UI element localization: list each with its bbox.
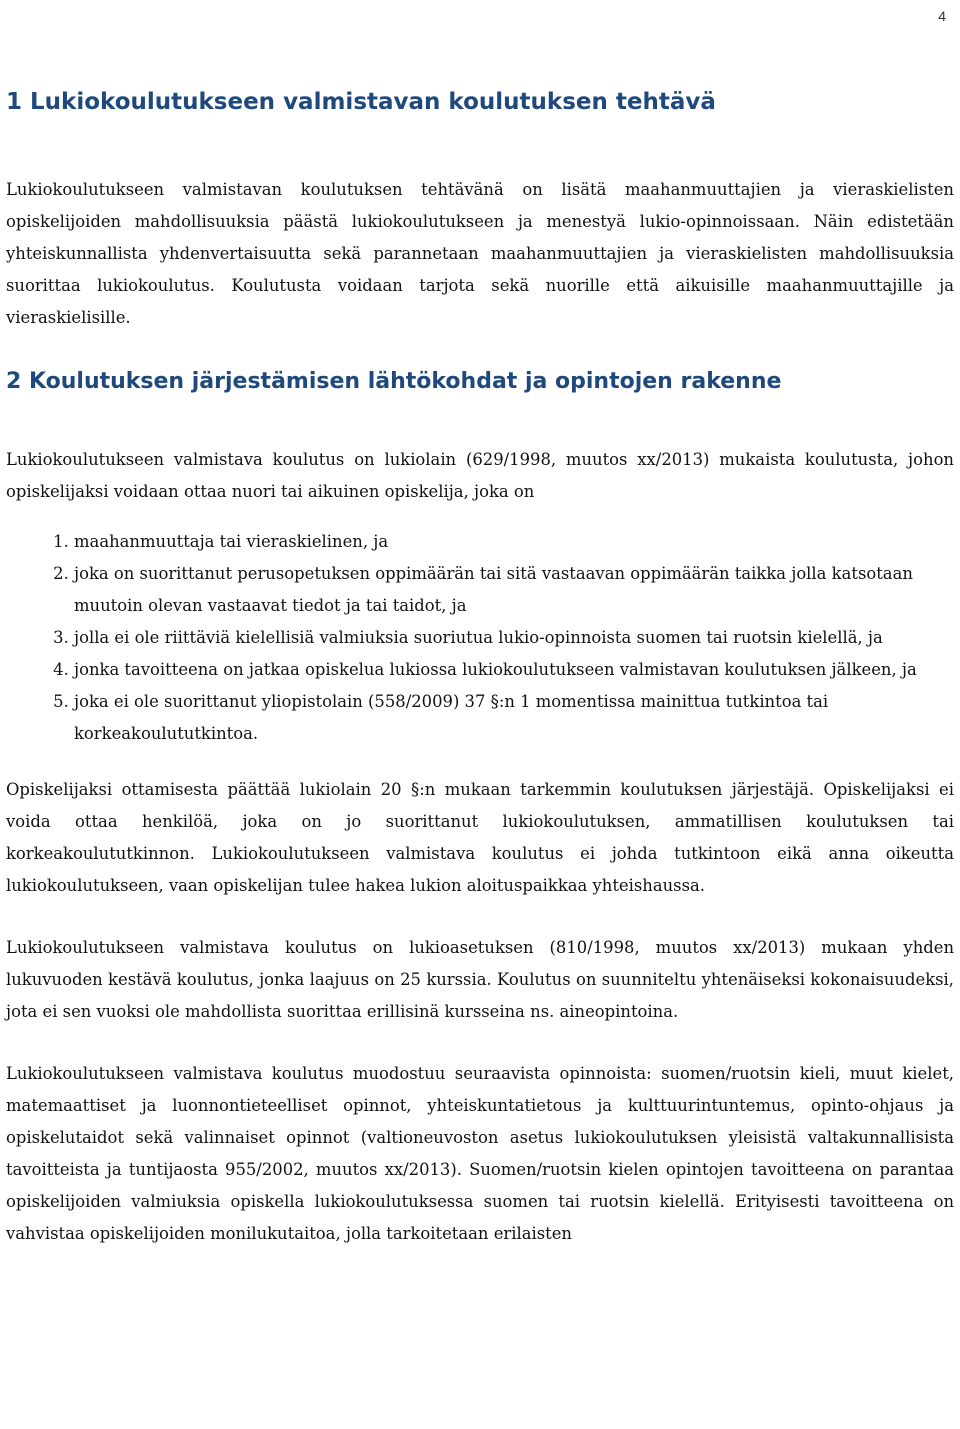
- page-number: 4: [938, 8, 946, 24]
- list-item: 1. maahanmuuttaja tai vieraskielinen, ja: [74, 526, 954, 558]
- section-2-intro: Lukiokoulutukseen valmistava koulutus on lukiolain (629/1998, muutos xx/2013) mukaista koulutusta, johon opiskelijaksi voidaan ottaa nuori tai aikuinen opiskelija, joka on: [6, 450, 954, 502]
- list-item: 4. jonka tavoitteena on jatkaa opiskelua lukiossa lukiokoulutukseen valmistavan koulutuksen jälkeen, ja: [74, 654, 954, 686]
- document-body: [6, 88, 954, 1250]
- list-item: 5. joka ei ole suorittanut yliopistolain (558/2009) 37 §:n 1 momentissa mainittua tutkintoa tai korkeakoulututkintoa.: [74, 686, 954, 750]
- section-1-heading: 1 Lukiokoulutukseen valmistavan koulutuksen tehtävä: [6, 89, 716, 115]
- scope-paragraph: Lukiokoulutukseen valmistava koulutus on lukioasetuksen (810/1998, muutos xx/2013) mukaan yhden lukuvuoden kestävä koulutus, jonka laajuus on 25 kurssia. Koulutus on suunniteltu yhtenäiseksi kokonaisuudeksi, jota ei sen vuoksi ole mahdollista suorittaa erillisinä kursseina ns. aineopintoina.: [6, 938, 954, 1022]
- eligibility-list: [6, 526, 954, 750]
- studies-paragraph: Lukiokoulutukseen valmistava koulutus muodostuu seuraavista opinnoista: suomen/ruotsin kieli, muut kielet, matemaattiset ja luonnontieteelliset opinnot, yhteiskuntatietous ja kulttuurintuntemus, opinto-ohjaus ja opiskelutaidot sekä valinnaiset opinnot (valtioneuvoston asetus lukiokoulutuksen yleisistä valtakunnallisista tavoitteista ja tuntijaosta 955/2002, muutos xx/2013). Suomen/ruotsin kielen opintojen tavoitteena on parantaa opiskelijoiden valmiuksia opiskella lukiokoulutuksessa suomen tai ruotsin kielellä. Erityisesti tavoitteena on vahvistaa opiskelijoiden monilukutaitoa, jolla tarkoitetaan erilaisten: [6, 1064, 954, 1244]
- section-2-heading: 2 Koulutuksen järjestämisen lähtökohdat ja opintojen rakenne: [6, 368, 782, 394]
- admission-paragraph: Opiskelijaksi ottamisesta päättää lukiolain 20 §:n mukaan tarkemmin koulutuksen järjestäjä. Opiskelijaksi ei voida ottaa henkilöä, joka on jo suorittanut lukiokoulutuksen, ammatillisen koulutuksen tai korkeakoulututkinnon. Lukiokoulutukseen valmistava koulutus ei johda tutkintoon eikä anna oikeutta lukiokoulutukseen, vaan opiskelijan tulee hakea lukion aloituspaikkaa yhteishaussa.: [6, 780, 954, 896]
- section-1-paragraph: Lukiokoulutukseen valmistavan koulutuksen tehtävänä on lisätä maahanmuuttajien ja vieraskielisten opiskelijoiden mahdollisuuksia päästä lukiokoulutukseen ja menestyä lukio-opinnoissaan. Näin edistetään yhteiskunnallista yhdenvertaisuutta sekä parannetaan maahanmuuttajien ja vieraskielisten mahdollisuuksia suorittaa lukiokoulutus. Koulutusta voidaan tarjota sekä nuorille että aikuisille maahanmuuttajille ja vieraskielisille.: [6, 179, 954, 327]
- list-item: 2. joka on suorittanut perusopetuksen oppimäärän tai sitä vastaavan oppimäärän taikka jolla katsotaan muutoin olevan vastaavat tiedot ja tai taidot, ja: [74, 558, 954, 622]
- list-item: 3. jolla ei ole riittäviä kielellisiä valmiuksia suoriutua lukio-opinnoista suomen tai ruotsin kielellä, ja: [74, 622, 954, 654]
